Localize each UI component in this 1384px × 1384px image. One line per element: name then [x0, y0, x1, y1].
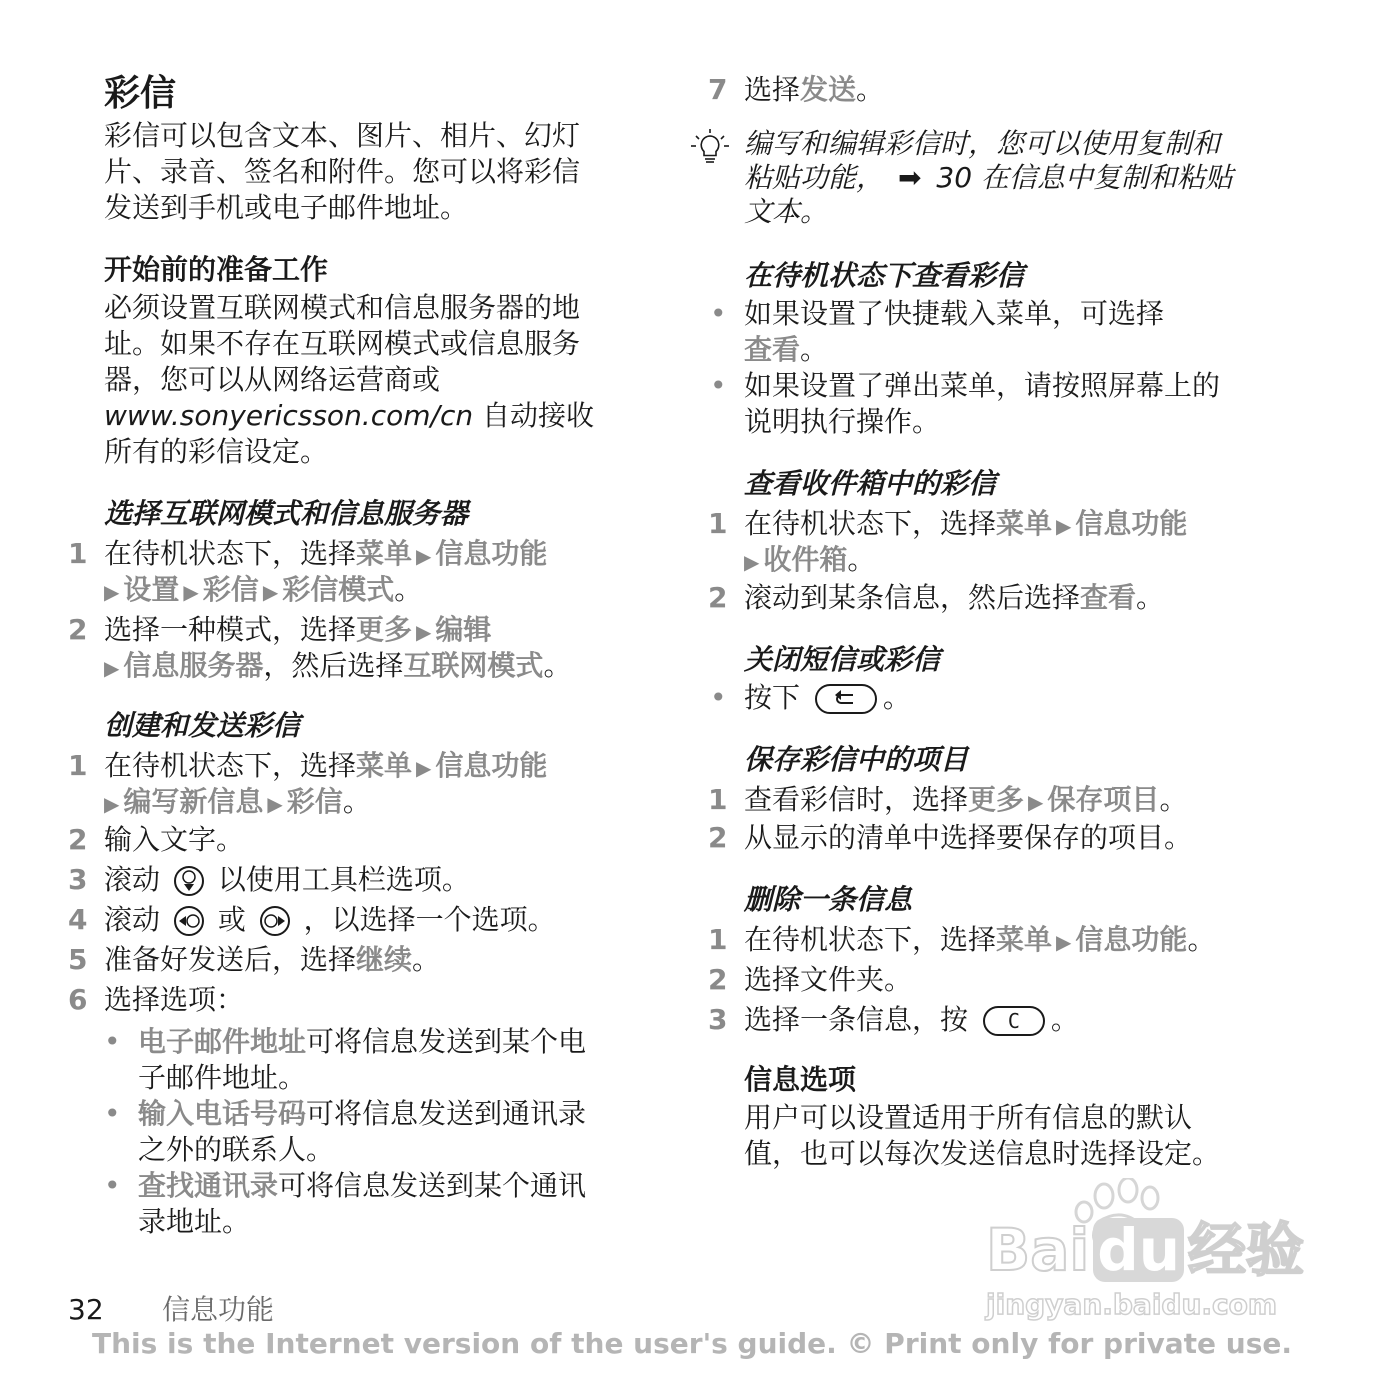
- tip-text: 粘贴功能，: [744, 161, 885, 194]
- view-bullet-1-cont: [744, 332, 828, 368]
- clear-key-icon: C: [983, 1006, 1045, 1036]
- step-number: 5: [68, 943, 88, 976]
- step-number: 2: [708, 963, 728, 996]
- delete-heading: 删除一条信息: [744, 883, 913, 916]
- page-title: 彩信: [104, 73, 177, 114]
- option-3-cont: 录地址。: [138, 1205, 251, 1238]
- punct: 。: [800, 333, 829, 366]
- save-heading: 保存彩信中的项目: [744, 743, 969, 776]
- arrow-right-icon: ▶: [267, 792, 283, 816]
- step-text: 选择文件夹。: [744, 963, 913, 996]
- arrow-right-icon: ▶: [104, 580, 120, 604]
- step-number: 2: [708, 581, 728, 614]
- step-text: 或: [217, 903, 246, 936]
- option-3: [104, 1168, 587, 1204]
- baidu-watermark: [980, 1178, 1310, 1328]
- punct: 。: [856, 73, 885, 106]
- step-number: 1: [68, 537, 88, 570]
- view-bullet-2: [710, 368, 1221, 404]
- step-text: 滚动: [104, 863, 161, 896]
- step-number: 2: [708, 821, 728, 854]
- msgopt-line-2: 值，也可以每次发送信息时选择设定。: [744, 1137, 1221, 1170]
- more-label: 更多: [968, 783, 1025, 816]
- arrow-right-icon: ▶: [183, 580, 199, 604]
- msgopt-line-1: 用户可以设置适用于所有信息的默认: [744, 1101, 1193, 1134]
- option-text: 可将信息发送到通讯录: [306, 1097, 587, 1130]
- nav-down-icon: [173, 865, 205, 897]
- prep-heading: 开始前的准备工作: [104, 253, 329, 286]
- arrow-right-icon: ▶: [104, 792, 120, 816]
- nav-left-icon: [173, 905, 205, 937]
- step-text: 在待机状态下，选择: [104, 537, 357, 570]
- tip-text: 30 在信息中复制和粘贴: [927, 161, 1233, 194]
- punct: 。: [1187, 923, 1216, 956]
- option-text: 可将信息发送到某个电: [306, 1025, 587, 1058]
- create-step-2: [68, 822, 245, 858]
- step-number: 2: [68, 613, 88, 646]
- step-text: ，然后选择: [263, 649, 404, 682]
- step-number: 4: [68, 903, 88, 936]
- view-label: 查看: [1080, 581, 1137, 614]
- back-key-icon: [815, 684, 877, 714]
- write-new-label: 编写新信息: [123, 785, 264, 818]
- delete-step-1: [708, 922, 1216, 960]
- watermark-brand-text: Bai: [986, 1216, 1090, 1284]
- step-7: [708, 72, 885, 108]
- punct: 。: [342, 785, 371, 818]
- punct: 。: [847, 543, 876, 576]
- continue-label: 继续: [356, 943, 413, 976]
- option-label: 查找通讯录: [138, 1169, 279, 1202]
- select-step-2: [68, 612, 492, 650]
- arrow-right-icon: ▶: [416, 544, 432, 568]
- step-text: 滚动到某条信息，然后选择: [744, 581, 1081, 614]
- punct: 。: [1136, 581, 1165, 614]
- arrow-right-icon: ▶: [416, 620, 432, 644]
- create-step-3: [68, 862, 470, 898]
- delete-step-2: [708, 962, 913, 998]
- arrow-right-icon: ▶: [1056, 930, 1072, 954]
- punct: 。: [543, 649, 572, 682]
- select-step-1-cont: [104, 572, 422, 610]
- punct: 。: [394, 573, 423, 606]
- intro-line-2: 片、录音、签名和附件。您可以将彩信: [104, 155, 581, 188]
- step-number: 1: [68, 749, 88, 782]
- watermark-url: jingyan.baidu.com: [986, 1288, 1278, 1321]
- option-2: [104, 1096, 587, 1132]
- mms-label: 彩信: [202, 573, 259, 606]
- footer-section: 信息功能: [162, 1293, 275, 1326]
- inbox-step-1: [708, 506, 1188, 544]
- settings-label: 设置: [123, 573, 180, 606]
- mms-label: 彩信: [286, 785, 343, 818]
- step-number: 1: [708, 507, 728, 540]
- step-number: 7: [708, 73, 728, 106]
- bullet-text: 如果设置了快捷载入菜单，可选择: [744, 297, 1165, 330]
- step-text: 选择选项：: [104, 983, 245, 1016]
- messaging-label: 信息功能: [1075, 507, 1188, 540]
- delete-step-3: [708, 1002, 1079, 1038]
- inbox-label: 收件箱: [763, 543, 848, 576]
- bullet: •: [710, 681, 727, 714]
- step-number: 1: [708, 923, 728, 956]
- create-heading: 创建和发送彩信: [104, 709, 301, 742]
- save-step-1: [708, 782, 1188, 820]
- prep-after-url: 自动接收: [473, 399, 594, 432]
- messaging-label: 信息功能: [1075, 923, 1188, 956]
- copyright-notice: This is the Internet version of the user's guide. © Print only for private use.: [92, 1327, 1292, 1360]
- tip-lightbulb-icon: [688, 128, 732, 172]
- tip-line-1: 编写和编辑彩信时，您可以使用复制和: [744, 127, 1221, 160]
- step-number: 6: [68, 983, 88, 1016]
- select-heading: 选择互联网模式和信息服务器: [104, 497, 469, 530]
- prep-line-1: 必须设置互联网模式和信息服务器的地: [104, 291, 581, 324]
- step-text: 在待机状态下，选择: [744, 507, 997, 540]
- step-text: 滚动: [104, 903, 161, 936]
- option-1-cont: 子邮件地址。: [138, 1061, 307, 1094]
- step-text: 在待机状态下，选择: [744, 923, 997, 956]
- create-step-1: [68, 748, 548, 786]
- arrow-right-icon: ▶: [104, 656, 120, 680]
- prep-line-2: 址。如果不存在互联网模式或信息服务: [104, 327, 581, 360]
- arrow-right-icon: ▶: [1056, 514, 1072, 538]
- prep-line-3: 器，您可以从网络运营商或: [104, 363, 441, 396]
- punct: 。: [882, 681, 911, 714]
- menu-label: 菜单: [356, 749, 413, 782]
- arrow-right-icon: ▶: [416, 756, 432, 780]
- messaging-label: 信息功能: [435, 537, 548, 570]
- option-2-cont: 之外的联系人。: [138, 1133, 335, 1166]
- watermark-brand-du: du: [1093, 1218, 1184, 1282]
- bullet: •: [710, 369, 727, 402]
- reference-arrow-icon: ➡: [898, 161, 922, 194]
- select-step-1: [68, 536, 548, 574]
- close-bullet-1: [710, 680, 911, 716]
- watermark-cn-text: 经验: [1188, 1216, 1305, 1284]
- message-server-label: 信息服务器: [123, 649, 264, 682]
- select-step-2-cont: [104, 648, 571, 686]
- inbox-heading: 查看收件箱中的彩信: [744, 467, 997, 500]
- mms-profile-label: 彩信模式: [282, 573, 395, 606]
- step-text: 准备好发送后，选择: [104, 943, 357, 976]
- arrow-right-icon: ▶: [744, 550, 760, 574]
- bullet-text: 按下: [744, 681, 801, 714]
- menu-label: 菜单: [996, 923, 1053, 956]
- bullet: •: [104, 1025, 121, 1058]
- step-number: 1: [708, 783, 728, 816]
- save-step-2: [708, 820, 1193, 856]
- tip-line-3: 文本。: [744, 195, 829, 228]
- save-items-label: 保存项目: [1047, 783, 1160, 816]
- option-text: 可将信息发送到某个通讯: [278, 1169, 587, 1202]
- punct: 。: [1159, 783, 1188, 816]
- inbox-step-1-cont: [744, 542, 875, 580]
- view-bullet-1: [710, 296, 1165, 332]
- step-text: 从显示的清单中选择要保存的项目。: [744, 821, 1193, 854]
- page-number: 32: [68, 1293, 104, 1326]
- intro-line-3: 发送到手机或电子邮件地址。: [104, 191, 469, 224]
- create-step-4: [68, 902, 556, 938]
- sony-url-link: www.sonyericsson.com/cn: [104, 399, 474, 432]
- menu-label: 菜单: [996, 507, 1053, 540]
- step-text: 在待机状态下，选择: [104, 749, 357, 782]
- intro-line-1: 彩信可以包含文本、图片、相片、幻灯: [104, 119, 581, 152]
- view-heading: 在待机状态下查看彩信: [744, 259, 1025, 292]
- step-text: 以使用工具栏选项。: [217, 863, 470, 896]
- inbox-step-2: [708, 580, 1165, 616]
- bullet: •: [104, 1097, 121, 1130]
- bullet: •: [710, 297, 727, 330]
- edit-label: 编辑: [435, 613, 492, 646]
- menu-label: 菜单: [356, 537, 413, 570]
- option-1: [104, 1024, 587, 1060]
- bullet: •: [104, 1169, 121, 1202]
- step-text: 查看彩信时，选择: [744, 783, 969, 816]
- create-step-6: [68, 982, 245, 1018]
- more-label: 更多: [356, 613, 413, 646]
- step-number: 3: [708, 1003, 728, 1036]
- arrow-right-icon: ▶: [1028, 790, 1044, 814]
- messaging-label: 信息功能: [435, 749, 548, 782]
- tip-line-2: [744, 160, 1233, 196]
- step-text: 选择一种模式，选择: [104, 613, 357, 646]
- step-number: 3: [68, 863, 88, 896]
- view-label: 查看: [744, 333, 801, 366]
- step-text: ，以选择一个选项。: [303, 903, 556, 936]
- watermark-brand: [986, 1218, 1304, 1282]
- internet-profile-label: 互联网模式: [403, 649, 544, 682]
- step-text: 选择一条信息，按: [744, 1003, 969, 1036]
- step-text: 选择: [744, 73, 801, 106]
- step-number: 2: [68, 823, 88, 856]
- step-text: 输入文字。: [104, 823, 245, 856]
- close-heading: 关闭短信或彩信: [744, 643, 941, 676]
- create-step-5: [68, 942, 441, 978]
- prep-line-5: 所有的彩信设定。: [104, 435, 329, 468]
- punct: 。: [412, 943, 441, 976]
- arrow-right-icon: ▶: [262, 580, 279, 604]
- punct: 。: [1050, 1003, 1079, 1036]
- option-label: 输入电话号码: [138, 1097, 307, 1130]
- create-step-1-cont: [104, 784, 371, 822]
- msgopt-heading: 信息选项: [744, 1063, 857, 1096]
- nav-right-icon: [259, 905, 291, 937]
- prep-line-4: [104, 398, 594, 434]
- send-label: 发送: [800, 73, 857, 106]
- view-bullet-2-cont: 说明执行操作。: [744, 405, 941, 438]
- bullet-text: 如果设置了弹出菜单，请按照屏幕上的: [744, 369, 1221, 402]
- option-label: 电子邮件地址: [138, 1025, 307, 1058]
